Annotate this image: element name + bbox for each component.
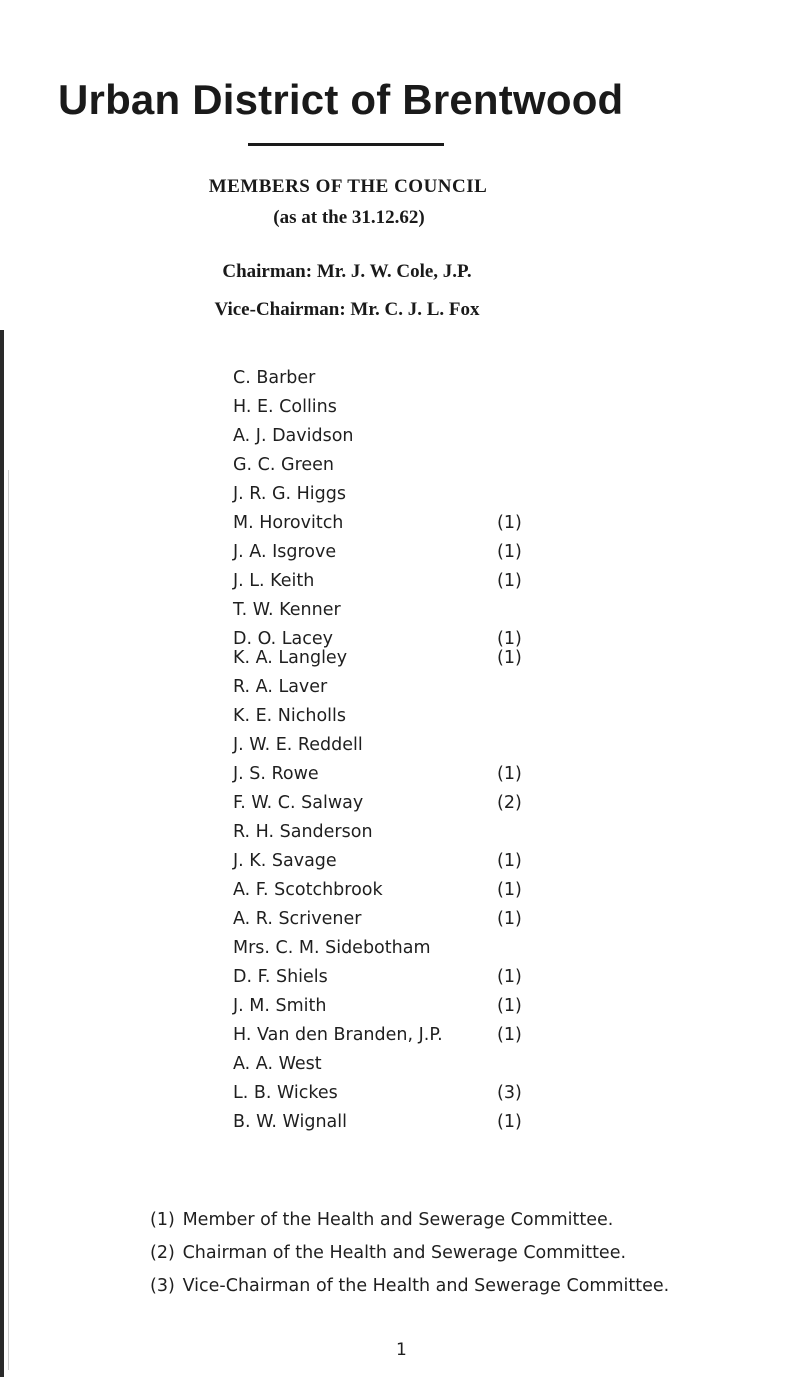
member-note: (1) (497, 1025, 522, 1045)
member-row (233, 648, 563, 677)
footnote (150, 1209, 669, 1242)
member-note: (1) (497, 851, 522, 871)
member-name: A. R. Scrivener (233, 909, 362, 929)
member-row (233, 822, 563, 851)
member-note: (1) (497, 1112, 522, 1132)
page-title: Urban District of Brentwood (58, 76, 624, 123)
member-row (233, 368, 563, 397)
member-row (233, 677, 563, 706)
member-name: M. Horovitch (233, 513, 344, 533)
member-name: J. M. Smith (233, 996, 327, 1016)
member-name: J. S. Rowe (233, 764, 319, 784)
member-row (233, 764, 563, 793)
member-note: (1) (497, 571, 522, 591)
member-note: (1) (497, 764, 522, 784)
page-number: 1 (396, 1340, 407, 1360)
member-row (233, 880, 563, 909)
date-note: (as at the 31.12.62) (273, 207, 425, 228)
section-heading: MEMBERS OF THE COUNCIL (208, 176, 488, 197)
member-row (233, 513, 563, 542)
member-note: (1) (497, 542, 522, 562)
member-note: (3) (497, 1083, 522, 1103)
member-note: (1) (497, 880, 522, 900)
member-name: A. J. Davidson (233, 426, 354, 446)
member-row (233, 735, 563, 764)
member-name: G. C. Green (233, 455, 335, 475)
member-row (233, 455, 563, 484)
member-row (233, 851, 563, 880)
member-row (233, 909, 563, 938)
member-row (233, 1083, 563, 1112)
member-name: H. Van den Branden, J.P. (233, 1025, 443, 1045)
member-name: J. K. Savage (233, 851, 337, 871)
member-note: (1) (497, 996, 522, 1016)
member-row (233, 1112, 563, 1141)
member-note: (1) (497, 967, 522, 987)
member-name: K. E. Nicholls (233, 706, 346, 726)
member-name: A. F. Scotchbrook (233, 880, 383, 900)
member-row (233, 996, 563, 1025)
member-row (233, 426, 563, 455)
member-name: J. L. Keith (233, 571, 315, 591)
title-rule (248, 143, 444, 146)
footnote-text: Chairman of the Health and Sewerage Committee. (182, 1243, 627, 1263)
member-note: (1) (497, 648, 522, 668)
footnote-mark: (2) (150, 1243, 175, 1263)
member-name: T. W. Kenner (233, 600, 341, 620)
page-edge-shadow (0, 330, 4, 1377)
footnote (150, 1275, 669, 1308)
vice-chairman-line: Vice-Chairman: Mr. C. J. L. Fox (214, 299, 480, 320)
member-row (233, 1054, 563, 1083)
member-row (233, 600, 563, 629)
member-note: (2) (497, 793, 522, 813)
member-row (233, 1025, 563, 1054)
member-row (233, 793, 563, 822)
member-row (233, 571, 563, 600)
member-row (233, 484, 563, 513)
member-row (233, 938, 563, 967)
member-row (233, 397, 563, 426)
member-name: A. A. West (233, 1054, 322, 1074)
member-name: B. W. Wignall (233, 1112, 347, 1132)
member-name: J. W. E. Reddell (233, 735, 363, 755)
member-row (233, 629, 563, 648)
member-note: (1) (497, 629, 522, 649)
member-name: D. O. Lacey (233, 629, 334, 649)
member-name: L. B. Wickes (233, 1083, 338, 1103)
member-name: F. W. C. Salway (233, 793, 364, 813)
footnote-mark: (3) (150, 1276, 175, 1296)
footnote-text: Member of the Health and Sewerage Committee. (182, 1210, 614, 1230)
member-name: J. R. G. Higgs (233, 484, 346, 504)
member-name: J. A. Isgrove (233, 542, 337, 562)
member-name: R. A. Laver (233, 677, 328, 697)
member-name: C. Barber (233, 368, 316, 388)
footnote-text: Vice-Chairman of the Health and Sewerage Committee. (182, 1276, 670, 1296)
member-row (233, 706, 563, 735)
chairman-line: Chairman: Mr. J. W. Cole, J.P. (222, 261, 472, 282)
footnotes (150, 1209, 669, 1308)
footnote-mark: (1) (150, 1210, 175, 1230)
member-note: (1) (497, 513, 522, 533)
member-name: K. A. Langley (233, 648, 348, 668)
member-note: (1) (497, 909, 522, 929)
page-edge-line (8, 470, 9, 1370)
member-name: H. E. Collins (233, 397, 337, 417)
member-name: D. F. Shiels (233, 967, 328, 987)
member-name: R. H. Sanderson (233, 822, 373, 842)
member-name: Mrs. C. M. Sidebotham (233, 938, 431, 958)
member-row (233, 542, 563, 571)
member-row (233, 967, 563, 996)
footnote (150, 1242, 669, 1275)
members-list (233, 368, 563, 1141)
